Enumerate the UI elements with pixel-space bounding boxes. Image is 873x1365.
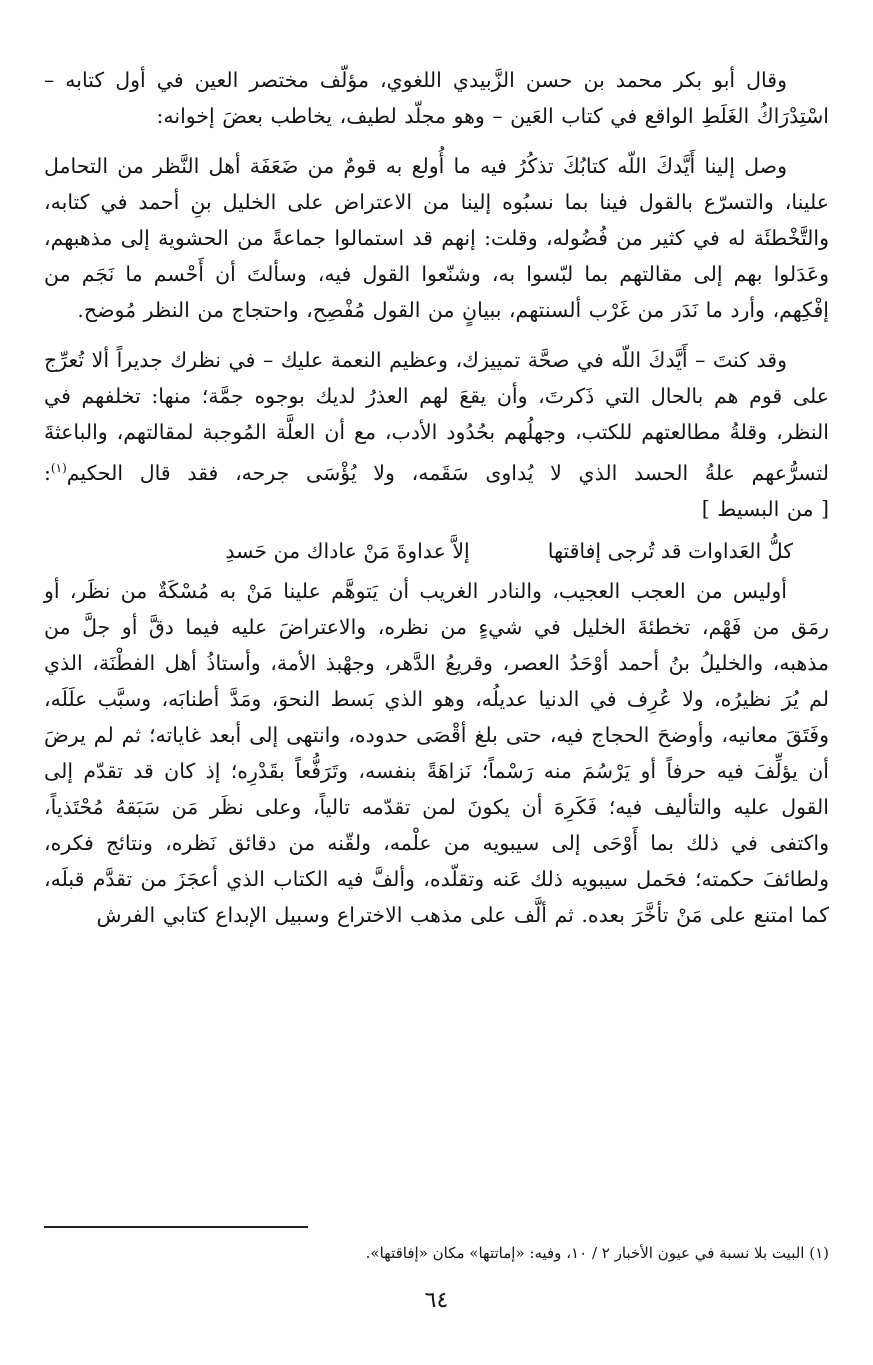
page-body	[44, 62, 829, 1365]
letter-paragraph-3: أوليس من العجب العجيب، والنادر الغريب أن يَتوهَّم علينا مَنْ به مُسْكَةٌ من نظَر، أو رمَق من فَهْم، تخطئةَ الخليل في شيءٍ من نظره، والاعتراضَ عليه فيما دقَّ أو جلَّ من مذهبه، والخليلُ بنُ أحمد أوْحَدُ العصر، وقريعُ الدَّهر، وجهْبذ الأمة، وأستاذُ أهل الفطْنَة، الذي لم يُرَ نظيرُه، ولا عُرِف في الدنيا عديلُه، وهو الذي بَسط النحوَ، ومَدَّ أطنابَه، وسبَّب علَلَه، وفَتَقَ معانيه، وأوضحَ الحجاج فيه، حتى بلغ أقْصَى حدوده، وانتهى إلى أبعد غاياته؛ ثم لم يرضَ أن يؤلِّفَ فيه حرفاً أو يَرْسُمَ منه رَسْماً؛ نَزاهَةً بنفسه، وتَرَفُّعاً بقَدْرِه؛ إذ كان قد تقدّم إلى القول عليه والتأليف فيه؛ فَكَرِهَ أن يكونَ لمن تقدّمه تالياً، وعلى نظَر مَن سَبَقهُ مُحْتَذياً، واكتفى في ذلك بما أَوْحَى إلى سيبويه من علْمه، ولقّنه من دقائق نَظره، ونتائج فكره، ولطائفَ حكمته؛ فحَمل سيبويه ذلك عَنه وتقلّده، وألفَّ فيه الكتاب الذي أعجَزَ من تقدَّم قبلَه، كما امتنع على مَنْ تأخَّرَ بعده. ثم ألَّف على مذهب الاختراع وسبيل الإبداع كتابي الفرش	[44, 578, 829, 927]
poetry-verse	[44, 533, 829, 569]
verse-first-hemistich: كلُّ العَداوات قد تُرجى إفاقتها	[547, 538, 793, 563]
paragraph-2-colon: :	[44, 460, 51, 485]
paragraph-2-text: وقد كنتَ – أَيَّدكَ اللّه في صحَّة تمييزك، وعظيم النعمة عليك – في نظرك جديراً ألا تُعرِّج على قوم هم بالحال التي ذَكرتَ، وأن يقعَ لهم العذرُ لديك بوجوه جمَّة؛ منها: تخلفهم في النظر، وقلةُ مطالعتهم للكتب، وجهلُهم بحُدُود الأدب، مع أن العلَّة المُوجبة لمقالتهم، والباعثةَ لتسرُّعهم علةُ الحسد الذي لا يُداوى سَقَمه، ولا يُؤْسَى جرحه، فقد قال الحكيم	[44, 348, 829, 485]
letter-paragraph-2	[44, 342, 829, 527]
footnote: (١) البيت بلا نسبة في عيون الأخبار ٢ / ١٠، وفيه: «إماتتها» مكان «إفاقتها».	[365, 1244, 829, 1262]
intro-paragraph: وقال أبو بكر محمد بن حسن الزَّبيدي اللغوي، مؤلّف مختصر العين في أول كتابه – اسْتِدْرَاكُ الغَلَطِ الواقع في كتاب العَين – وهو مجلّد لطيف، يخاطب بعضَ إخوانه:	[44, 68, 829, 128]
verse-second-hemistich: إلاَّ عداوةَ مَنْ عاداك من حَسدِ	[225, 538, 470, 563]
letter-paragraph-1: وصل إلينا أَيَّدكَ اللّه كتابُكَ تذكُرُ فيه ما أُولع به قومٌ من ضَعَفَة أهل النَّظر من التحامل علينا، والتسرّع بالقول فينا بما نسبُوه إلينا من الاعتراض على الخليل بنِ أحمد في كتابه، والتَّخْطئَة له في كثير من فُضُوله، وقلت: إنهم قد استمالوا جماعةً من الحشوية إلى مذهبهم، وعَدَلوا بهم إلى مقالتهم بما لبّسوا به، وشنّعوا القول فيه، وسألتَ أن أَحْسم ما نَجَم من إفْكِهم، وأرد ما نَدَر من غَرْب ألسنتهم، ببيانٍ من القول مُفْصِح، واحتجاج من النظر مُوضح.	[44, 154, 829, 322]
page-number: ٦٤	[424, 1288, 449, 1313]
footnote-divider	[44, 1226, 308, 1228]
poetic-meter-label: [ من البسيط ]	[701, 496, 829, 521]
footnote-reference: (١)	[50, 461, 67, 475]
